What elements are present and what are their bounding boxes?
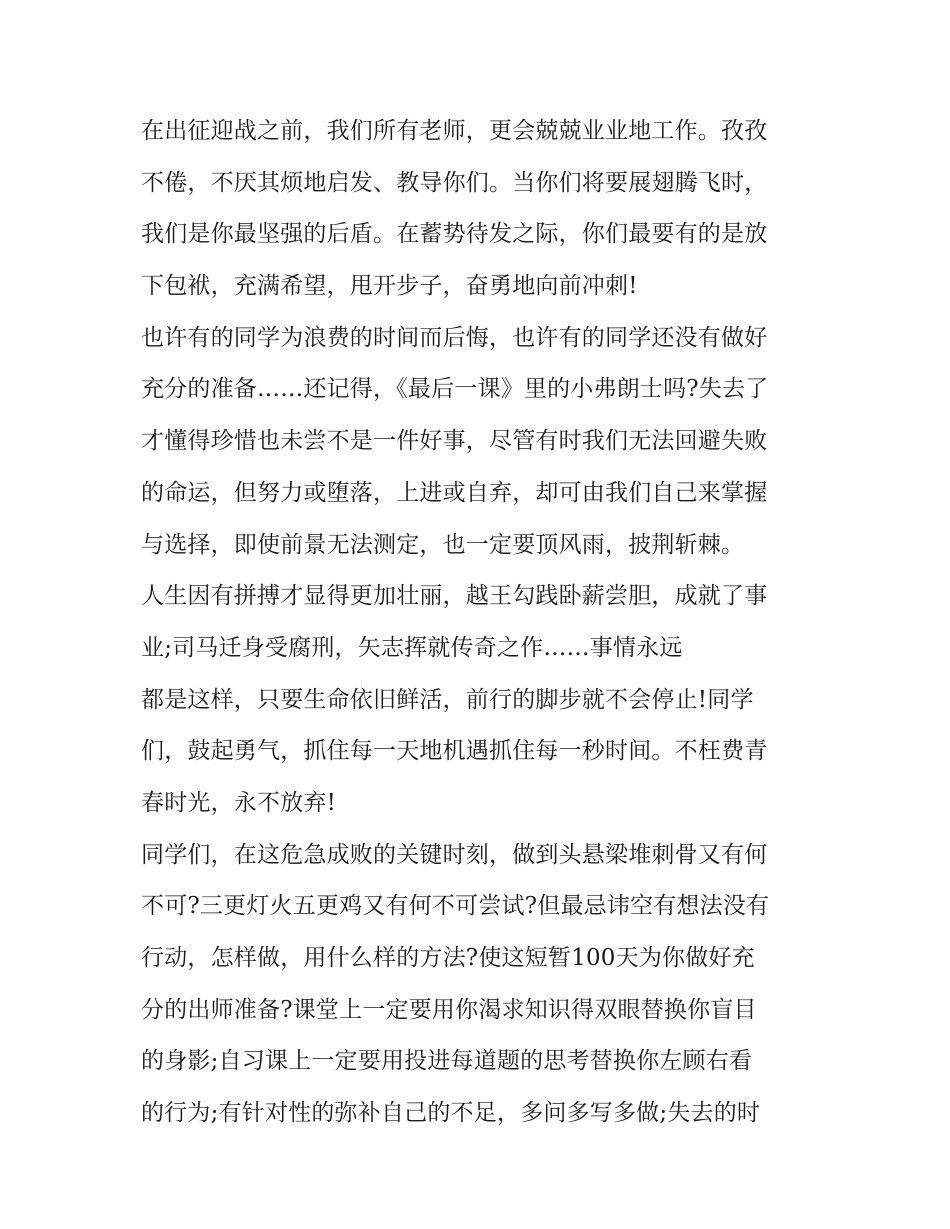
text-line: 春时光，永不放弃! — [141, 789, 337, 816]
text-line: 们，鼓起勇气，抓住每一天地机遇抓住每一秒时间。不枉费青 — [141, 738, 768, 765]
text-line: 充分的准备……还记得，《最后一课》里的小弗朗士吗?失去了 — [141, 376, 769, 403]
text-line: 行动，怎样做，用什么样的方法?使这短暂100天为你做好充 — [141, 945, 755, 971]
text-line: 才懂得珍惜也未尝不是一件好事，尽管有时我们无法回避失败 — [141, 428, 768, 455]
text-line: 的命运，但努力或堕落，上进或自弃，却可由我们自己来掌握 — [141, 479, 768, 506]
text-line: 同学们，在这危急成败的关键时刻，做到头悬梁堆刺骨又有何 — [141, 841, 768, 868]
text-line: 不倦，不厌其烦地启发、教导你们。当你们将要展翅腾飞时， — [141, 169, 768, 196]
text-line: 不可?三更灯火五更鸡又有何不可尝试?但最忌讳空有想法没有 — [141, 893, 770, 920]
text-line: 我们是你最坚强的后盾。在蓄势待发之际，你们最要有的是放 — [141, 221, 768, 248]
text-line: 下包袱，充满希望，甩开步子，奋勇地向前冲刺! — [141, 273, 638, 300]
text-line: 人生因有拼搏才显得更加壮丽，越王勾践卧薪尝胆，成就了事 — [141, 583, 768, 610]
document-body — [141, 106, 821, 1140]
text-line: 的行为;有针对性的弥补自己的不足，多问多写多做;失去的时 — [141, 1100, 761, 1127]
text-line: 业;司马迁身受腐刑，矢志挥就传奇之作……事情永远 — [141, 634, 683, 661]
text-line: 在出征迎战之前，我们所有老师，更会兢兢业业地工作。孜孜 — [141, 118, 768, 144]
text-line: 分的出师准备?课堂上一定要用你渴求知识得双眼替换你盲目 — [141, 996, 757, 1023]
text-line: 都是这样，只要生命依旧鲜活，前行的脚步就不会停止!同学 — [141, 686, 754, 713]
text-line: 也许有的同学为浪费的时间而后悔，也许有的同学还没有做好 — [141, 324, 768, 351]
text-line: 的身影;自习课上一定要用投进每道题的思考替换你左顾右看 — [141, 1048, 753, 1075]
text-line: 与选择，即使前景无法测定，也一定要顶风雨，披荆斩棘。 — [141, 531, 745, 558]
